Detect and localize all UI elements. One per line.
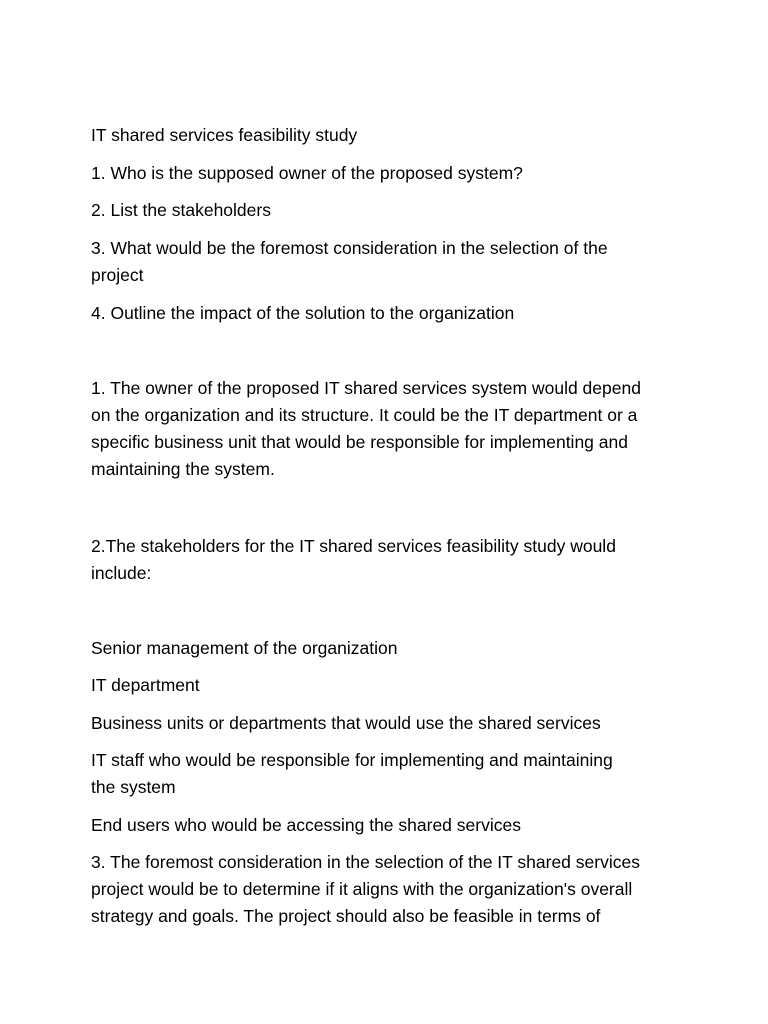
answer-3-line-2: project would be to determine if it aligns with the organization's overall: [91, 879, 633, 899]
stakeholder-item: IT department: [91, 675, 200, 695]
question-2: 2. List the stakeholders: [91, 200, 271, 220]
answer-1-line-4: maintaining the system.: [91, 459, 275, 479]
answer-1-line-2: on the organization and its structure. It could be the IT department or a: [91, 405, 638, 425]
stakeholder-item: Senior management of the organization: [91, 638, 398, 658]
stakeholder-item: End users who would be accessing the shared services: [91, 815, 521, 835]
stakeholder-item: Business units or departments that would use the shared services: [91, 713, 601, 733]
stakeholder-item-line-1: IT staff who would be responsible for implementing and maintaining: [91, 750, 613, 770]
stakeholder-item-line-2: the system: [91, 777, 176, 797]
question-1: 1. Who is the supposed owner of the proposed system?: [91, 163, 523, 183]
question-3-line-2: project: [91, 265, 144, 285]
answer-3-line-3: strategy and goals. The project should also be feasible in terms of: [91, 906, 601, 926]
question-4: 4. Outline the impact of the solution to the organization: [91, 303, 515, 323]
answer-1-line-3: specific business unit that would be responsible for implementing and: [91, 432, 628, 452]
answer-2-intro-line-1: 2.The stakeholders for the IT shared services feasibility study would: [91, 536, 616, 556]
answer-3-line-1: 3. The foremost consideration in the selection of the IT shared services: [91, 852, 640, 872]
question-3-line-1: 3. What would be the foremost consideration in the selection of the: [91, 238, 608, 258]
answer-1-line-1: 1. The owner of the proposed IT shared services system would depend: [91, 378, 641, 398]
answer-2-intro-line-2: include:: [91, 563, 152, 583]
document-title: IT shared services feasibility study: [91, 125, 358, 145]
